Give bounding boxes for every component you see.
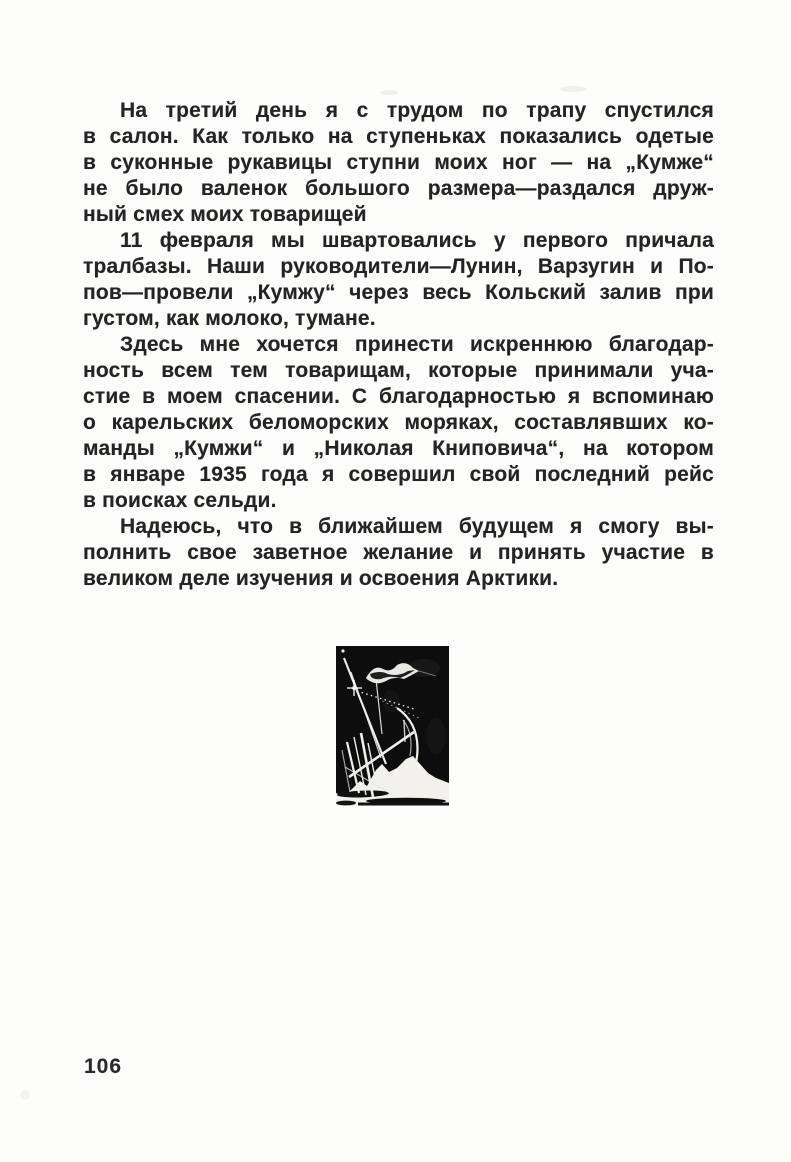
text-line: На третий день я с трудом по трапу спустился bbox=[120, 99, 714, 122]
text-line: в январе 1935 года я совершил свой последний рейс bbox=[83, 463, 714, 486]
text-line: великом деле изучения и освоения Арктики. bbox=[83, 567, 559, 590]
text-line: ность всем тем товарищам, которые принимали уча- bbox=[83, 359, 714, 382]
text-line: пов—провели „Кумжу“ через весь Кольский залив при bbox=[83, 281, 714, 304]
text-line: в поисках сельди. bbox=[83, 489, 277, 512]
scan-speckle bbox=[20, 1090, 30, 1100]
scan-speckle bbox=[560, 86, 586, 92]
text-line: тралбазы. Наши руководители—Лунин, Варзугин и По- bbox=[83, 255, 714, 278]
text-line: в суконные рукавицы ступни моих ног — на „Кумже“ bbox=[83, 151, 714, 174]
paragraph-3 bbox=[83, 332, 714, 514]
text-line: Здесь мне хочется принести искреннюю благодар- bbox=[120, 333, 714, 356]
text-line: густом, как молоко, тумане. bbox=[83, 307, 376, 330]
scan-speckle bbox=[380, 90, 398, 95]
text-line: ный смех моих товарищей bbox=[83, 203, 367, 226]
ship-woodcut-illustration bbox=[336, 646, 449, 806]
paragraph-2 bbox=[83, 228, 714, 332]
body-text bbox=[83, 98, 714, 592]
paragraph-4 bbox=[83, 514, 714, 592]
text-line: манды „Кумжи“ и „Николая Книповича“, на котором bbox=[83, 437, 714, 460]
text-line: полнить свое заветное желание и принять участие в bbox=[83, 541, 714, 564]
text-line: в салон. Как только на ступеньках показались одетые bbox=[83, 125, 714, 148]
text-line: стие в моем спасении. С благодарностью я вспоминаю bbox=[83, 385, 714, 408]
ship-in-ice-icon bbox=[336, 646, 449, 806]
text-line: о карельских беломорских моряках, составлявших ко- bbox=[83, 411, 714, 434]
text-line: не было валенок большого размера—раздался друж- bbox=[83, 177, 714, 200]
page-number: 106 bbox=[84, 1055, 123, 1078]
text-line: 11 февраля мы швартовались у первого причала bbox=[120, 229, 714, 252]
paragraph-1 bbox=[83, 98, 714, 228]
text-line: Надеюсь, что в ближайшем будущем я смогу вы- bbox=[120, 515, 714, 538]
